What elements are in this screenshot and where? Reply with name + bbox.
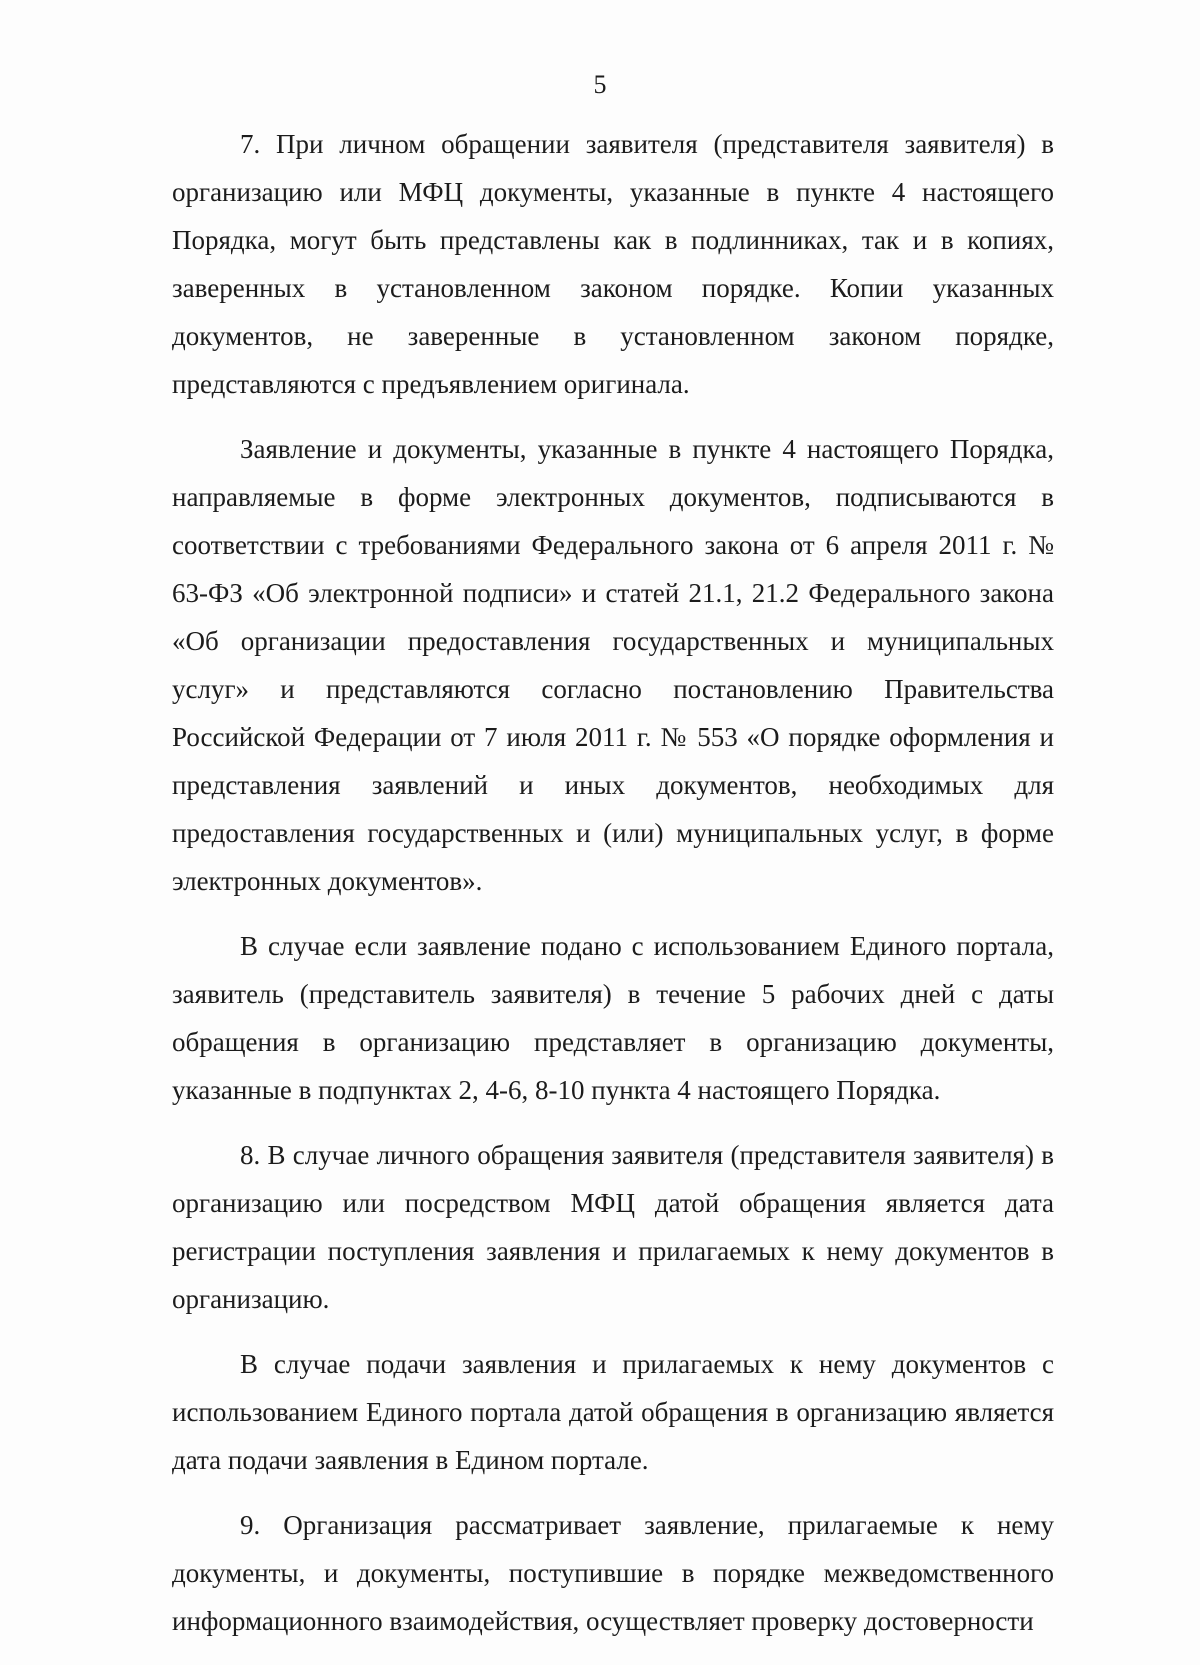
paragraph-item-8: 8. В случае личного обращения заявителя (представителя заявителя) в организацию или посредством МФЦ датой обращения является дата регистрации поступления заявления и прилагаемых к нему документов в организацию. — [172, 1140, 1054, 1314]
paragraph-item-7: 7. При личном обращении заявителя (представителя заявителя) в организацию или МФЦ документы, указанные в пункте 4 настоящего Порядка, могут быть представлены как в подлинниках, так и в копиях, заверенных в установленном законом порядке. Копии указанных документов, не заверенные в установленном законом порядке, представляются с предъявлением оригинала. — [172, 129, 1054, 399]
paragraph-electronic-documents: Заявление и документы, указанные в пункте 4 настоящего Порядка, направляемые в форме электронных документов, подписываются в соответствии с требованиями Федерального закона от 6 апреля 2011 г. № 63-ФЗ «Об электронной подписи» и статей 21.1, 21.2 Федерального закона «Об организации предоставления государственных и муниципальных услуг» и представляются согласно постановлению Правительства Российской Федерации от 7 июля 2011 г. № 553 «О порядке оформления и представления заявлений и иных документов, необходимых для предоставления государственных и (или) муниципальных услуг, в форме электронных документов». — [172, 434, 1054, 896]
page-number: 5 — [593, 70, 607, 99]
paragraph-portal-application-date: В случае подачи заявления и прилагаемых к нему документов с использованием Единого портала датой обращения в организацию является дата подачи заявления в Едином портале. — [172, 1349, 1054, 1475]
document-body — [172, 120, 1054, 1662]
paragraph-item-9: 9. Организация рассматривает заявление, прилагаемые к нему документы, и документы, поступившие в порядке межведомственного информационного взаимодействия, осуществляет проверку достоверности — [172, 1510, 1054, 1636]
paragraph-single-portal-submission: В случае если заявление подано с использованием Единого портала, заявитель (представитель заявителя) в течение 5 рабочих дней с даты обращения в организацию представляет в организацию документы, указанные в подпунктах 2, 4-6, 8-10 пункта 4 настоящего Порядка. — [172, 931, 1054, 1105]
